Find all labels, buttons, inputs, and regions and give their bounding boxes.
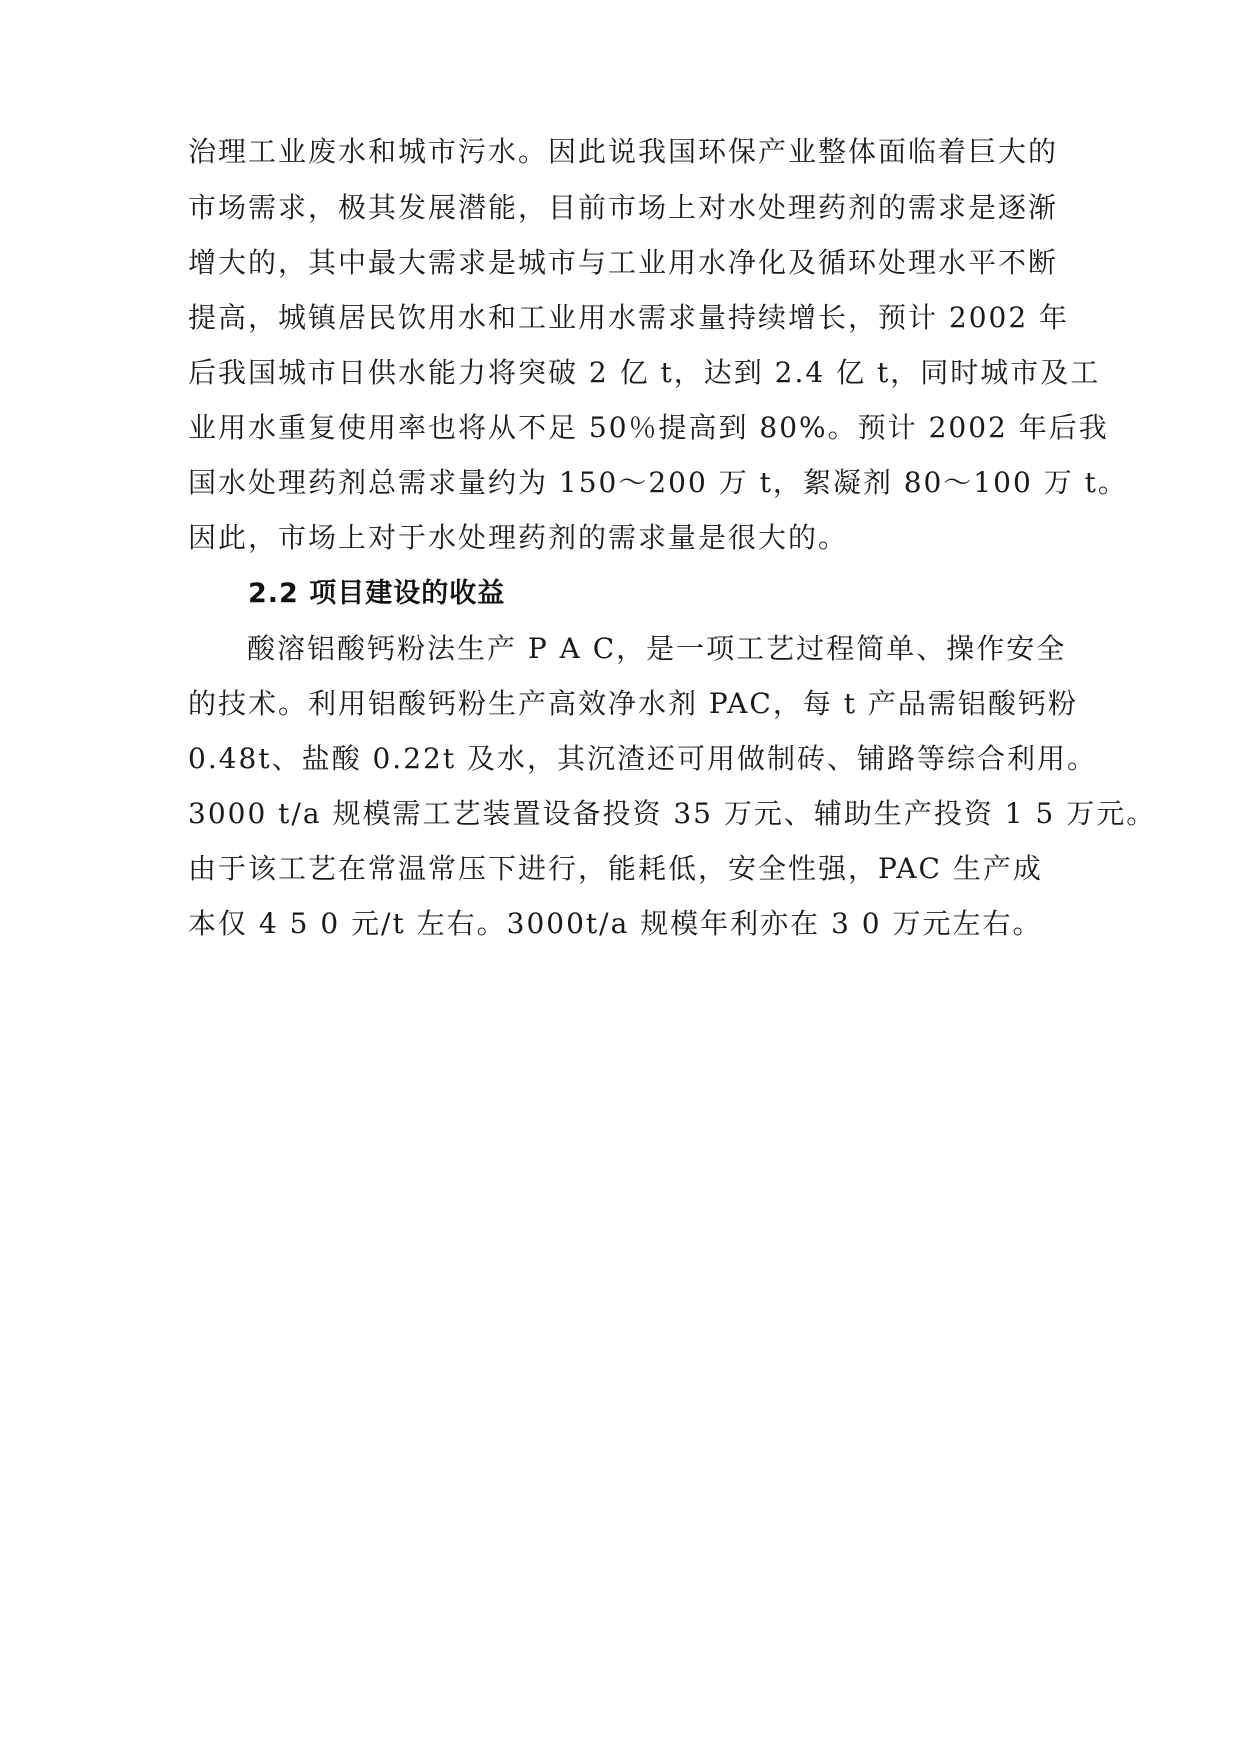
paragraph-line: 酸溶铝酸钙粉法生产 P A C，是一项工艺过程简单、操作安全 bbox=[247, 632, 1067, 665]
paragraph-line: 治理工业废水和城市污水。因此说我国环保产业整体面临着巨大的 bbox=[188, 135, 1059, 168]
paragraph-line: 0.48t、盐酸 0.22t 及水，其沉渣还可用做制砖、铺路等综合利用。 bbox=[188, 742, 1097, 775]
paragraph-line: 后我国城市日供水能力将突破 2 亿 t，达到 2.4 亿 t，同时城市及工 bbox=[188, 356, 1101, 389]
section-heading: 2.2 项目建设的收益 bbox=[248, 578, 506, 609]
paragraph-line: 因此，市场上对于水处理药剂的需求量是很大的。 bbox=[188, 521, 849, 554]
paragraph-line: 增大的，其中最大需求是城市与工业用水净化及循环处理水平不断 bbox=[188, 246, 1059, 279]
paragraph-line: 3000 t/a 规模需工艺装置设备投资 35 万元、辅助生产投资 1 5 万元。 bbox=[188, 797, 1157, 830]
paragraph-line: 本仅 4 5 0 元/t 左右。3000t/a 规模年利亦在 3 0 万元左右。 bbox=[188, 907, 1043, 940]
paragraph-line: 由于该工艺在常温常压下进行，能耗低，安全性强，PAC 生产成 bbox=[188, 852, 1043, 885]
paragraph-line: 国水处理药剂总需求量约为 150～200 万 t，絮凝剂 80～100 万 t。 bbox=[188, 466, 1128, 499]
paragraph-line: 市场需求，极其发展潜能，目前市场上对水处理药剂的需求是逐渐 bbox=[188, 191, 1059, 224]
paragraph-line: 的技术。利用铝酸钙粉生产高效净水剂 PAC，每 t 产品需铝酸钙粉 bbox=[188, 687, 1078, 720]
paragraph-line: 业用水重复使用率也将从不足 50％提高到 80%。预计 2002 年后我 bbox=[188, 411, 1109, 444]
paragraph-line: 提高，城镇居民饮用水和工业用水需求量持续增长，预计 2002 年 bbox=[188, 301, 1070, 334]
